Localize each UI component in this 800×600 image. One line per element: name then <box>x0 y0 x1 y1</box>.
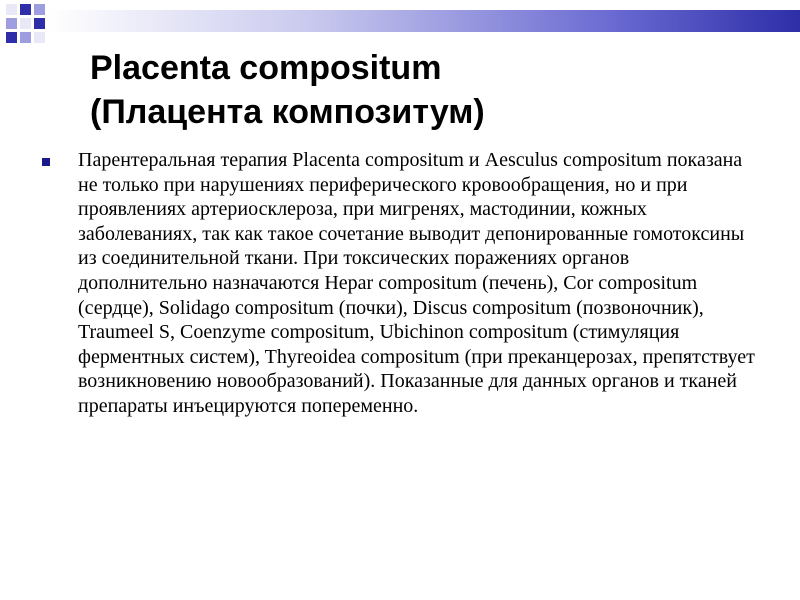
decor-square <box>34 4 45 15</box>
slide-title <box>90 46 730 134</box>
header-gradient-band <box>48 10 800 32</box>
decor-square <box>34 18 45 29</box>
slide-body <box>40 148 760 419</box>
decor-square <box>20 32 31 43</box>
bullet-item <box>40 148 760 419</box>
title-line-2: (Плацента композитум) <box>90 93 485 131</box>
decor-square <box>6 4 17 15</box>
decor-square <box>20 4 31 15</box>
square-bullet-icon <box>42 158 50 166</box>
decor-square <box>6 18 17 29</box>
decor-square <box>34 32 45 43</box>
decor-square <box>6 32 17 43</box>
title-line-1: Placenta compositum <box>90 49 442 87</box>
decor-square <box>20 18 31 29</box>
bullet-text: Парентеральная терапия Placenta compositum и Aesculus compositum показана не только при нарушениях периферического кровообращения, но и при проявлениях артериосклероза, при мигренях, мастодинии, кожных заболеваниях, так как такое сочетание выводит депонированные гомотоксины из соединительной ткани. При токсических поражениях органов дополнительно назначаются Hepar compositum (печень), Cor compositum (сердце), Solidago compositum (почки), Discus compositum (позвоночник), Traumeel S, Coenzyme compositum, Ubichinon compositum (стимуляция ферментных систем), Thyreoidea compositum (при преканцерозах, препятствует возникновению новообразований). Показанные для данных органов и тканей препараты инъецируются попеременно. <box>78 149 755 417</box>
